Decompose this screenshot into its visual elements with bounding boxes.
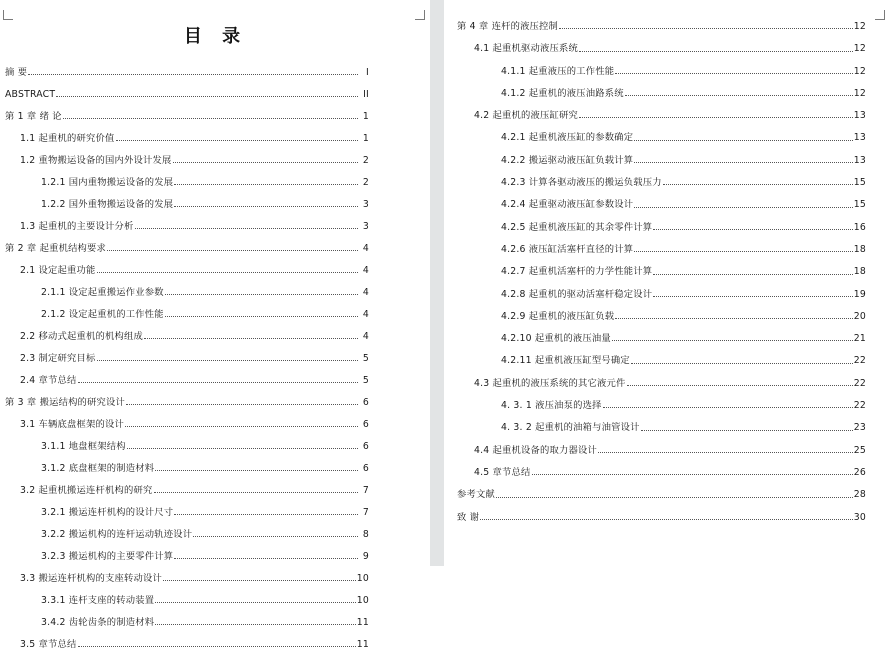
toc-dot-leader (174, 558, 358, 559)
toc-entry[interactable] (5, 80, 369, 102)
toc-entry-label: 3.1.1 地盘框架结构 (41, 440, 126, 452)
toc-entry-page-number: 13 (853, 132, 866, 144)
toc-entry-page-number: 12 (853, 21, 866, 32)
toc-entry-label: 第 2 章 起重机结构要求 (5, 242, 107, 254)
toc-entry-label: 4.1.2 起重机的液压油路系统 (501, 87, 624, 99)
toc-dot-leader (653, 229, 852, 230)
page-right (444, 0, 890, 583)
toc-entry-page-number: 22 (853, 355, 866, 367)
toc-entry[interactable] (5, 212, 369, 234)
toc-dot-leader (125, 426, 358, 427)
toc-dot-leader (154, 492, 358, 493)
toc-dot-leader (135, 228, 358, 229)
toc-dot-leader (56, 96, 358, 97)
toc-dot-leader (97, 360, 358, 361)
toc-entry[interactable] (5, 146, 369, 168)
toc-entry-page-number: 18 (853, 266, 866, 278)
toc-entry-label: 4.2.4 起重驱动液压缸参数设计 (501, 199, 634, 211)
toc-entry[interactable] (5, 124, 369, 146)
toc-entry-page-number: I (366, 66, 369, 78)
toc-entry[interactable] (5, 234, 369, 256)
toc-entry-page-number: 1 (362, 110, 369, 122)
page-gutter (430, 0, 444, 566)
toc-entry[interactable] (447, 480, 866, 502)
toc-dot-leader (144, 338, 358, 339)
toc-entry-page-number: 16 (853, 221, 866, 233)
toc-entry-page-number: 30 (853, 511, 866, 523)
toc-entry-page-number: 4 (362, 242, 369, 254)
toc-entry-label: 3.3 搬运连杆机构的支座转动设计 (20, 572, 162, 584)
toc-entry-label: 4.5 章节总结 (474, 466, 531, 478)
toc-dot-leader (173, 162, 359, 163)
toc-entry-label: 4.2.5 起重机液压缸的其余零件计算 (501, 221, 653, 233)
toc-entry-page-number: 4 (362, 264, 369, 276)
toc-entry[interactable] (447, 503, 866, 525)
toc-entry-label: 4.2.6 液压缸活塞杆直径的计算 (501, 243, 634, 255)
toc-entry[interactable] (5, 300, 369, 322)
toc-dot-leader (155, 470, 358, 471)
toc-entry-page-number: 4 (362, 286, 369, 298)
toc-entry[interactable] (447, 168, 866, 190)
toc-entry-page-number: 20 (853, 310, 866, 322)
toc-entry-page-number: 10 (356, 594, 369, 606)
toc-entry[interactable] (5, 476, 369, 498)
toc-entry-label: 3.3.1 连杆支座的转动装置 (41, 594, 155, 606)
toc-entry-label: 3.1 车辆底盘框架的设计 (20, 418, 125, 430)
toc-entry-label: 4.2.2 搬运驱动液压缸负载计算 (501, 154, 634, 166)
toc-entry[interactable] (447, 190, 866, 212)
toc-entry-label: 3.4.2 齿轮齿条的制造材料 (41, 616, 155, 628)
toc-entry-page-number: 6 (362, 440, 369, 452)
toc-dot-leader (116, 140, 358, 141)
toc-entry[interactable] (447, 213, 866, 235)
toc-entry-page-number: 6 (362, 462, 369, 474)
toc-entry-label: 3.2.1 搬运连杆机构的设计尺寸 (41, 506, 174, 518)
toc-entry-label: 1.3 起重机的主要设计分析 (20, 220, 134, 232)
toc-entry[interactable] (5, 542, 369, 564)
toc-entry-label: 4.2 起重机的液压缸研究 (474, 110, 579, 122)
toc-entry-label: 4. 3. 2 起重机的油箱与油管设计 (501, 422, 640, 434)
toc-entry[interactable] (5, 608, 369, 630)
toc-dot-leader (163, 580, 356, 581)
toc-entry[interactable] (447, 146, 866, 168)
toc-entry-label: 4.2.11 起重机液压缸型号确定 (501, 355, 630, 367)
toc-entry-label: 摘 要 (5, 66, 28, 78)
toc-dot-leader (97, 272, 358, 273)
toc-entry-page-number: 22 (853, 400, 866, 412)
toc-entry-label: 2.3 制定研究目标 (20, 352, 96, 364)
toc-entry[interactable] (447, 324, 866, 346)
toc-entry-label: 4.2.1 起重机液压缸的参数确定 (501, 132, 634, 144)
crop-mark-icon (875, 10, 885, 20)
toc-entry-page-number: 8 (362, 528, 369, 540)
toc-entry-page-number: 7 (362, 484, 369, 496)
toc-entry-label: 2.4 章节总结 (20, 374, 77, 386)
toc-dot-leader (127, 448, 358, 449)
toc-entry[interactable] (447, 280, 866, 302)
toc-entry-label: 4.2.8 起重机的驱动活塞杆稳定设计 (501, 288, 653, 300)
crop-mark-icon (3, 10, 13, 20)
toc-entry-page-number: 11 (356, 638, 369, 650)
toc-entry-label: 1.2.2 国外重物搬运设备的发展 (41, 198, 174, 210)
toc-entry-label: 2.2 移动式起重机的机构组成 (20, 330, 144, 342)
toc-entry[interactable] (5, 366, 369, 388)
toc-dot-leader (496, 497, 853, 498)
toc-dot-leader (480, 519, 853, 520)
toc-entry[interactable] (447, 458, 866, 480)
toc-dot-leader (579, 51, 853, 52)
toc-entry[interactable] (447, 436, 866, 458)
toc-dot-leader (641, 430, 853, 431)
toc-entry-page-number: 9 (362, 550, 369, 562)
toc-entry-label: 3.2.2 搬运机构的连杆运动轨迹设计 (41, 528, 193, 540)
toc-entry[interactable] (5, 520, 369, 542)
toc-entry-page-number: 21 (853, 333, 866, 345)
toc-entry-page-number: 26 (853, 466, 866, 478)
toc-entry-page-number: 15 (853, 199, 866, 211)
toc-entry[interactable] (447, 79, 866, 101)
toc-dot-leader (78, 646, 356, 647)
toc-entry-label: 4. 3. 1 液压油泵的选择 (501, 400, 602, 412)
toc-dot-leader (532, 474, 853, 475)
toc-entry-page-number: 5 (362, 352, 369, 364)
toc-entry-page-number: II (363, 88, 369, 100)
toc-dot-leader (612, 340, 853, 341)
toc-entry[interactable] (447, 391, 866, 413)
toc-dot-leader (165, 316, 358, 317)
toc-entry-label: 2.1.1 设定起重搬运作业参数 (41, 286, 164, 298)
toc-entry[interactable] (5, 432, 369, 454)
page-left (0, 0, 430, 650)
toc-dot-leader (634, 162, 852, 163)
toc-entry-page-number: 7 (362, 506, 369, 518)
toc-entry-page-number: 4 (362, 308, 369, 320)
toc-entry-page-number: 22 (853, 377, 866, 389)
toc-dot-leader (615, 73, 852, 74)
toc-dot-leader (559, 28, 853, 29)
toc-entry-page-number: 5 (362, 374, 369, 386)
toc-entry-page-number: 18 (853, 243, 866, 255)
toc-entry-label: 4.2.7 起重机活塞杆的力学性能计算 (501, 266, 653, 278)
toc-entry[interactable] (447, 235, 866, 257)
toc-entry[interactable] (5, 190, 369, 212)
toc-entry-page-number: 12 (853, 87, 866, 99)
toc-entry-label: 3.1.2 底盘框架的制造材料 (41, 462, 155, 474)
toc-entry[interactable] (5, 498, 369, 520)
toc-entry[interactable] (447, 302, 866, 324)
toc-dot-leader (634, 207, 852, 208)
toc-entry[interactable] (447, 369, 866, 391)
crop-mark-icon (415, 10, 425, 20)
toc-dot-leader (615, 318, 852, 319)
toc-entry-page-number: 2 (362, 176, 369, 188)
toc-entry-page-number: 13 (853, 154, 866, 166)
toc-dot-leader (155, 624, 355, 625)
toc-list-left (5, 58, 419, 652)
toc-entry[interactable] (5, 256, 369, 278)
toc-dot-leader (653, 274, 852, 275)
toc-dot-leader (603, 407, 853, 408)
toc-entry-label: 4.3 起重机的液压系统的其它液元件 (474, 377, 626, 389)
toc-entry-label: 4.1.1 起重液压的工作性能 (501, 65, 615, 77)
toc-dot-leader (627, 385, 853, 386)
toc-dot-leader (174, 184, 358, 185)
toc-entry-page-number: 25 (853, 444, 866, 456)
toc-entry-page-number: 12 (853, 65, 866, 77)
toc-entry-label: 1.2.1 国内重物搬运设备的发展 (41, 176, 174, 188)
toc-dot-leader (631, 363, 853, 364)
toc-dot-leader (174, 206, 358, 207)
toc-dot-leader (598, 452, 853, 453)
toc-entry-page-number: 6 (362, 418, 369, 430)
toc-entry-label: 1.2 重物搬运设备的国内外设计发展 (20, 154, 172, 166)
toc-dot-leader (579, 117, 853, 118)
toc-entry-label: 第 4 章 连杆的液压控制 (457, 21, 559, 32)
toc-list-right (447, 12, 876, 525)
toc-entry-page-number: 3 (362, 220, 369, 232)
toc-entry-label: 第 3 章 搬运结构的研究设计 (5, 396, 126, 408)
toc-dot-leader (107, 250, 358, 251)
toc-entry[interactable] (5, 322, 369, 344)
toc-entry-label: 4.2.10 起重机的液压油量 (501, 333, 611, 345)
toc-entry-page-number: 11 (356, 616, 369, 628)
toc-entry[interactable] (5, 278, 369, 300)
toc-entry[interactable] (447, 34, 866, 56)
toc-dot-leader (653, 296, 852, 297)
toc-entry-label: 3.2.3 搬运机构的主要零件计算 (41, 550, 174, 562)
toc-entry-label: ABSTRACT (5, 88, 56, 100)
toc-entry-label: 4.2.3 计算各驱动液压的搬运负载压力 (501, 177, 662, 189)
toc-dot-leader (625, 95, 853, 96)
toc-entry[interactable] (447, 12, 866, 34)
toc-entry[interactable] (5, 586, 369, 608)
toc-entry-label: 3.2 起重机搬运连杆机构的研究 (20, 484, 153, 496)
toc-entry-label: 2.1.2 设定起重机的工作性能 (41, 308, 164, 320)
toc-entry[interactable] (5, 388, 369, 410)
toc-entry-page-number: 10 (356, 572, 369, 584)
toc-entry[interactable] (447, 123, 866, 145)
toc-dot-leader (126, 404, 358, 405)
toc-entry[interactable] (447, 346, 866, 368)
toc-dot-leader (78, 382, 358, 383)
toc-entry-label: 2.1 设定起重功能 (20, 264, 96, 276)
toc-dot-leader (63, 118, 358, 119)
toc-entry[interactable] (5, 344, 369, 366)
toc-entry-label: 1.1 起重机的研究价值 (20, 132, 115, 144)
toc-entry-label: 4.1 起重机驱动液压系统 (474, 43, 579, 55)
toc-entry-page-number: 12 (853, 43, 866, 55)
toc-entry-label: 致 谢 (457, 511, 480, 523)
toc-entry-page-number: 28 (853, 489, 866, 501)
toc-entry-page-number: 19 (853, 288, 866, 300)
toc-entry[interactable] (447, 57, 866, 79)
toc-entry[interactable] (447, 257, 866, 279)
page-title: 目 录 (183, 26, 248, 47)
toc-entry[interactable] (5, 58, 369, 80)
toc-entry[interactable] (447, 101, 866, 123)
toc-entry-page-number: 13 (853, 110, 866, 122)
toc-entry-label: 参考文献 (457, 489, 495, 501)
toc-entry-page-number: 4 (362, 330, 369, 342)
toc-entry[interactable] (5, 630, 369, 652)
toc-dot-leader (634, 140, 852, 141)
toc-entry-page-number: 15 (853, 177, 866, 189)
toc-dot-leader (174, 514, 358, 515)
toc-entry-label: 4.4 起重机设备的取力器设计 (474, 444, 598, 456)
toc-entry-page-number: 3 (362, 198, 369, 210)
toc-dot-leader (193, 536, 358, 537)
toc-entry[interactable] (5, 410, 369, 432)
toc-dot-leader (28, 74, 358, 75)
toc-entry-label: 3.5 章节总结 (20, 638, 77, 650)
toc-dot-leader (663, 184, 853, 185)
toc-entry[interactable] (5, 102, 369, 124)
toc-entry-page-number: 23 (853, 422, 866, 434)
toc-entry-page-number: 1 (362, 132, 369, 144)
toc-dot-leader (165, 294, 358, 295)
toc-entry[interactable] (447, 413, 866, 435)
toc-dot-leader (634, 251, 852, 252)
toc-entry-page-number: 2 (362, 154, 369, 166)
toc-entry[interactable] (5, 168, 369, 190)
toc-entry[interactable] (5, 454, 369, 476)
toc-entry-label: 4.2.9 起重机的液压缸负载 (501, 310, 615, 322)
toc-dot-leader (155, 602, 355, 603)
toc-entry-page-number: 6 (362, 396, 369, 408)
toc-entry-label: 第 1 章 绪 论 (5, 110, 62, 122)
